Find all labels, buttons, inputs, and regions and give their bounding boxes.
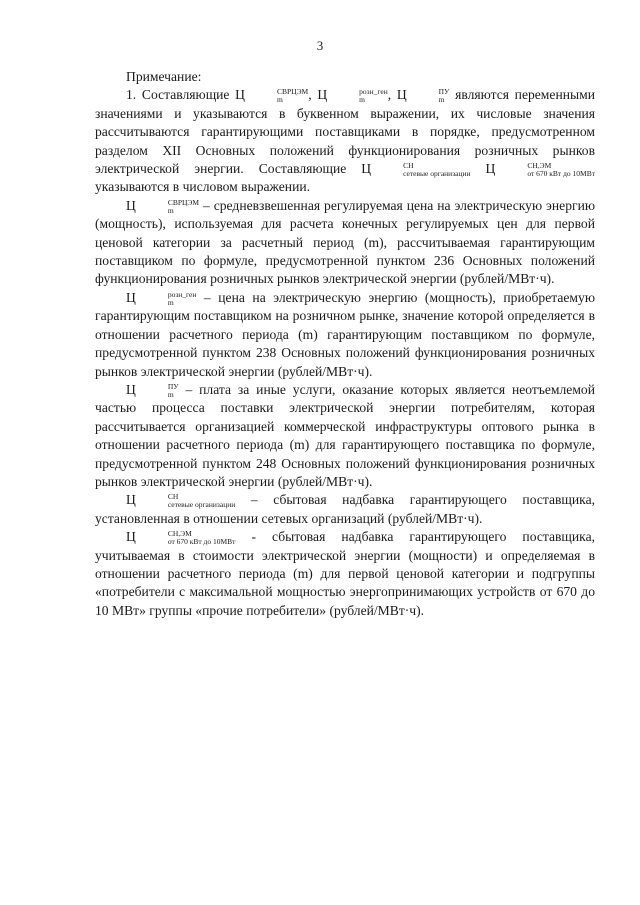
- definition-pu-text: – плата за иные услуги, оказание которых является неотъемлемой частью процесса поставки электрической энергии потребителям, которая рассчитывается организацией коммерческой инфраструктуры оптового рынка в отношении расчетного периода (m) для гарантирующего поставщика по формуле, предусмотренной пунктом 248 Основных положений функционирования розничных рынков электрической энергии (рублей/МВт·ч).: [95, 381, 595, 489]
- definition-sn-setevye: [95, 491, 595, 528]
- para1-text-1: являются переменными значениями и указываются в буквенном выражении, их числовые значения рассчитываются гарантирующими поставщиками в порядке, предусмотренном разделом XII Основных положений функционирования розничных рынков электрической энергии. Составляющие: [95, 87, 595, 177]
- symbol-c-svrcem: Ц СВРЦЭМ m: [126, 197, 200, 215]
- definition-svrcem: [95, 197, 595, 289]
- symbol-c-sn-setevye: Ц СН сетевые организации: [126, 492, 236, 510]
- note-content: [95, 68, 595, 620]
- symbol-c-sn-setevye: Ц СН сетевые организации: [361, 160, 471, 178]
- symbol-c-rozn-gen: Ц розн_ген m: [126, 289, 197, 307]
- symbol-c-svrcem: Ц СВРЦЭМ m: [235, 87, 309, 105]
- definition-sn-em-text: - сбытовая надбавка гарантирующего поставщика, учитываемая в стоимости электрической энергии (мощности) и определяемая в отношении расчетного периода (m) для первой ценовой категории и подгруппы «потребители с максимальной мощностью энергопринимающих устройств от 670 до 10 МВт» группы «прочие потребители» (рублей/МВт·ч).: [95, 529, 595, 618]
- note-paragraph-1: 1. Составляющие Ц СВРЦЭМ m , Ц розн_ген m , Ц ПУ m являются переменными значениями и указываются в буквенном выражении, их числовые значения рассчитываются гарантирующими поставщиками в порядке, предусмотренном разделом XII Основных положений функционирования розничных рынков электрической энергии. Составляющие Ц СН сетевые организации Ц СН,ЭМ от 670 кВт до 10МВт указываются в числовом выражении.: [95, 87, 595, 195]
- symbol-c-pu: Ц ПУ m: [126, 381, 179, 399]
- symbol-c-sn-em-670: Ц СН,ЭМ от 670 кВт до 10МВт: [485, 160, 595, 178]
- symbol-c-pu: Ц ПУ m: [396, 87, 450, 105]
- note-heading: Примечание:: [126, 69, 202, 84]
- symbol-c-sn-em-670: Ц СН,ЭМ от 670 кВт до 10МВт: [126, 529, 236, 547]
- definition-sn-setevye-text: – сбытовая надбавка гарантирующего поставщика, установленная в отношении сетевых организаций (рублей/МВт·ч).: [95, 492, 596, 526]
- definition-rozn-gen: [95, 289, 595, 381]
- page-number: 3: [316, 38, 324, 53]
- para1-text-2: указываются в числовом выражении.: [95, 179, 311, 195]
- definition-svrcem-text: – средневзвешенная регулируемая цена на электрическую энергию (мощность), используемая для расчета конечных регулируемых цен для первой ценовой категории за расчетный период (m), рассчитываемая гарантирующим поставщиком по формуле, предусмотренной пунктом 236 Основных положений функционирования розничных рынков электрической энергии (рублей/МВт·ч).: [95, 197, 595, 287]
- definition-rozn-gen-text: – цена на электрическую энергию (мощность), приобретаемую гарантирующим поставщиком на розничном рынке, значение которой определяется в отношении расчетного периода (m) гарантирующим поставщиком по формуле, предусмотренной пунктом 238 Основных положений функционирования розничных рынков электрической энергии (рублей/МВт·ч).: [95, 289, 595, 379]
- definition-pu: [95, 381, 595, 491]
- para1-prefix: 1. Составляющие: [126, 87, 230, 103]
- definition-sn-em: [95, 528, 595, 620]
- symbol-c-rozn-gen: Ц розн_ген m: [317, 87, 388, 105]
